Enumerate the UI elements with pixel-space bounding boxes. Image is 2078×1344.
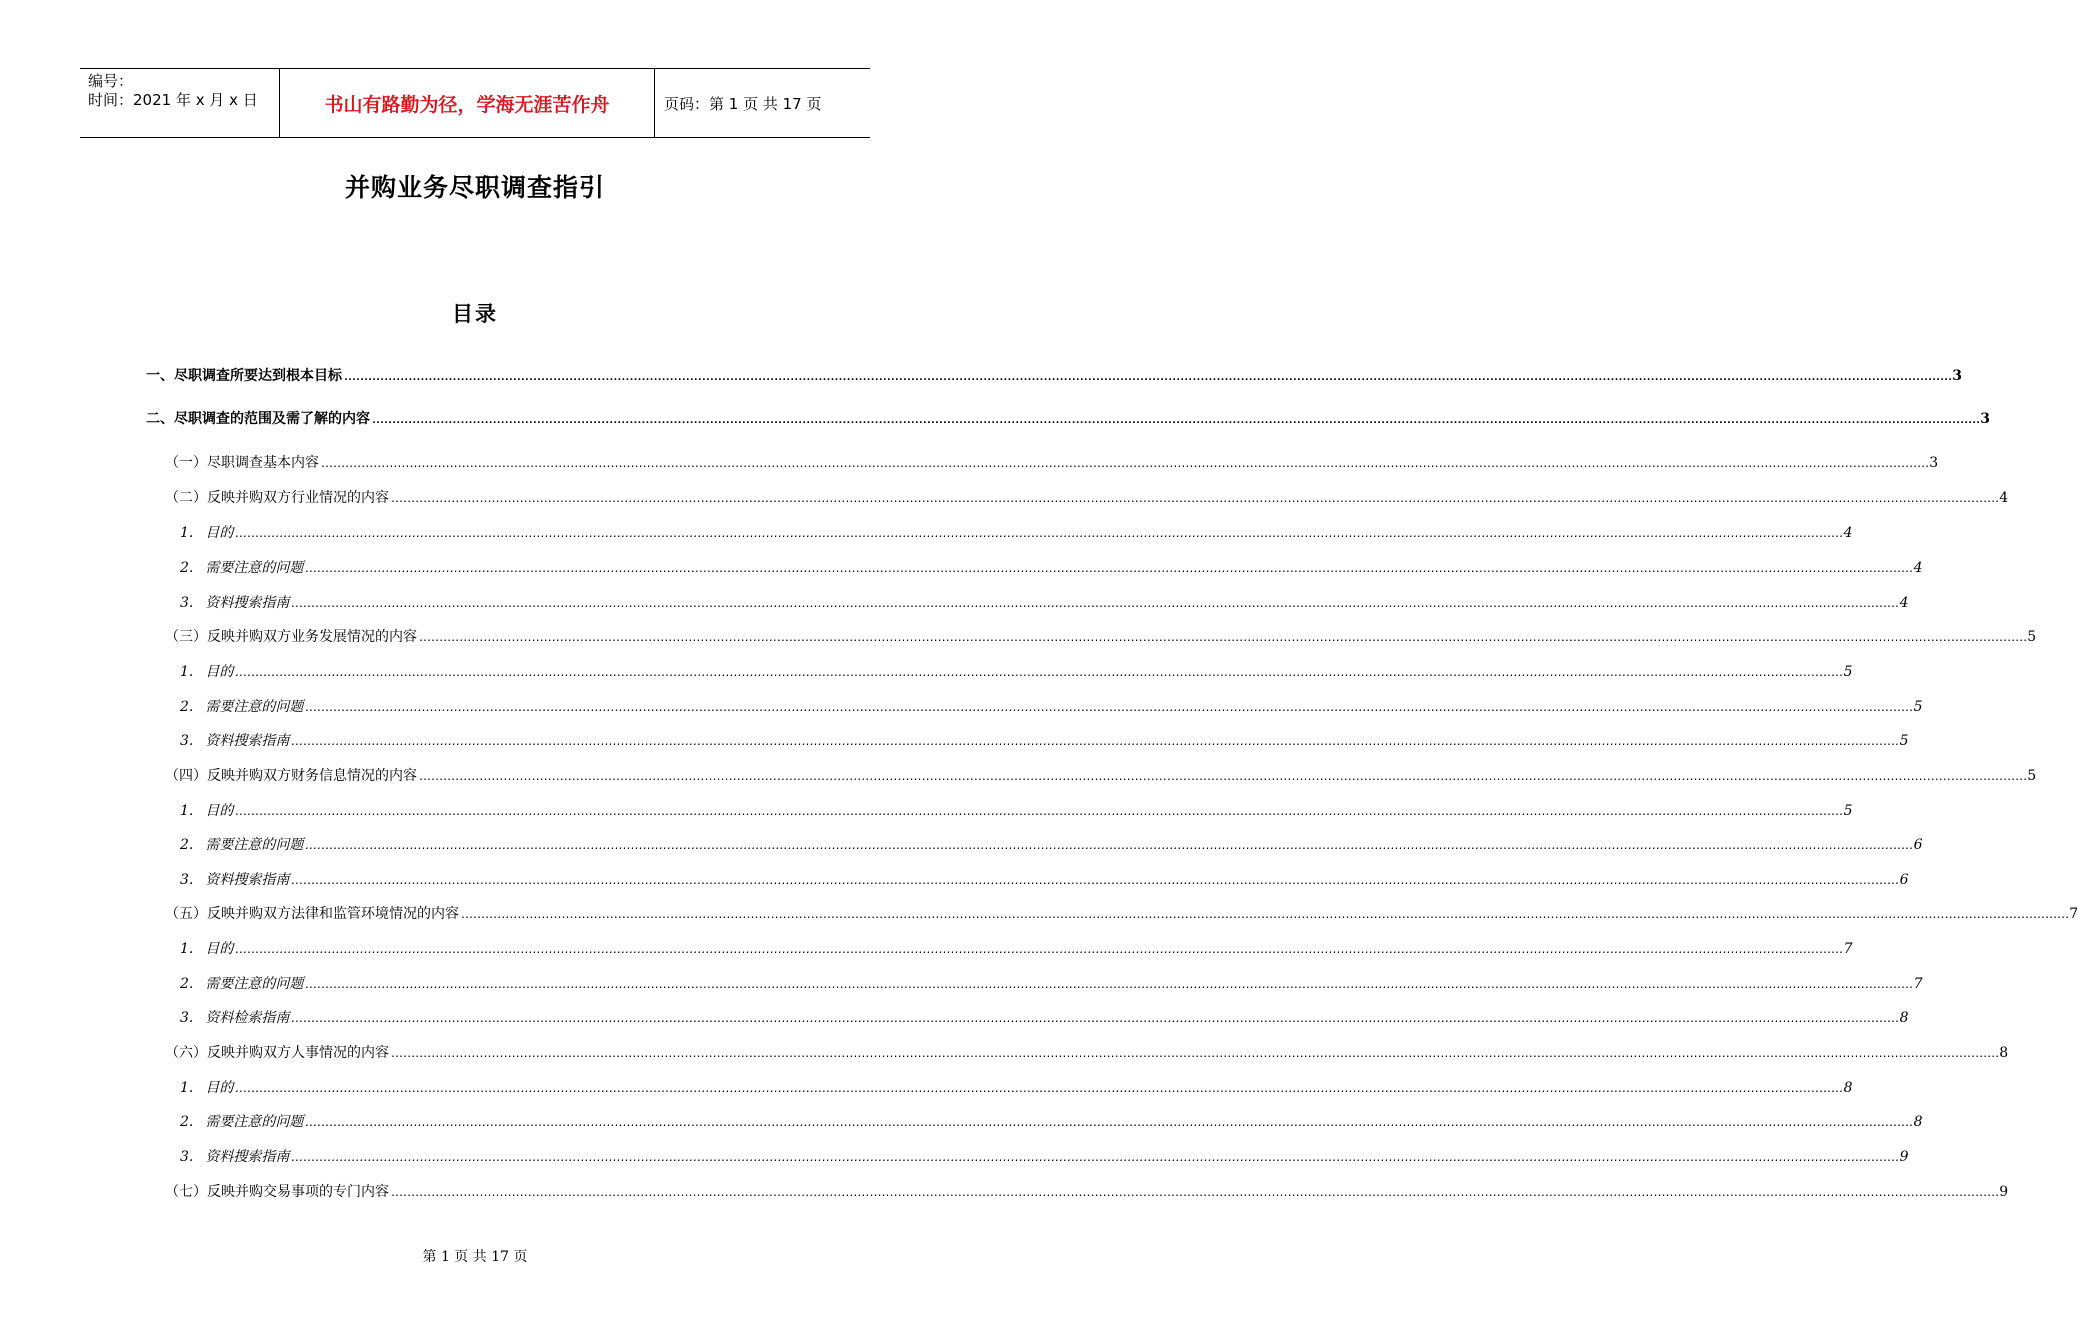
toc-entry-label: 目的: [205, 525, 234, 541]
toc-dot-leader: ................................................................................................................................................................................................................................................................................................................................................................................................................: [390, 494, 1999, 505]
toc-dot-leader: ................................................................................................................................................................................................................................................................................................................................................................................................................: [343, 372, 1952, 383]
toc-entry-page: 4: [1843, 525, 1853, 541]
toc-entry-page: 4: [1899, 595, 1909, 611]
toc-heading: 目录: [452, 301, 498, 326]
toc-dot-leader: ................................................................................................................................................................................................................................................................................................................................................................................................................: [304, 703, 1913, 714]
toc-entry-label: 目的: [205, 941, 234, 957]
toc-entry-page: 6: [1913, 837, 1923, 853]
toc-entry[interactable]: [180, 869, 1909, 891]
toc-dot-leader: ................................................................................................................................................................................................................................................................................................................................................................................................................: [290, 599, 1899, 610]
toc-entry-label: 需要注意的问题: [205, 837, 304, 853]
toc-entry-page: 8: [1913, 1114, 1923, 1130]
toc-entry[interactable]: [180, 1077, 1853, 1099]
toc-dot-leader: ................................................................................................................................................................................................................................................................................................................................................................................................................: [304, 841, 1913, 852]
toc-entry[interactable]: [180, 522, 1853, 544]
toc-dot-leader: ................................................................................................................................................................................................................................................................................................................................................................................................................: [234, 668, 1843, 679]
toc-dot-leader: ................................................................................................................................................................................................................................................................................................................................................................................................................: [390, 1188, 1999, 1199]
toc-dot-leader: ................................................................................................................................................................................................................................................................................................................................................................................................................: [234, 945, 1843, 956]
toc-entry[interactable]: [180, 834, 1923, 856]
toc-entry[interactable]: [180, 730, 1909, 752]
toc-dot-leader: ................................................................................................................................................................................................................................................................................................................................................................................................................: [290, 1153, 1899, 1164]
toc-dot-leader: ................................................................................................................................................................................................................................................................................................................................................................................................................: [460, 910, 2069, 921]
toc-entry-page: 8: [1899, 1010, 1909, 1026]
toc-entry-number: 3.: [180, 733, 194, 749]
toc-entry-label: 需要注意的问题: [205, 560, 304, 576]
toc-entry-number: 1.: [180, 1080, 194, 1096]
toc-dot-leader: ................................................................................................................................................................................................................................................................................................................................................................................................................: [304, 564, 1913, 575]
toc-dot-leader: ................................................................................................................................................................................................................................................................................................................................................................................................................: [234, 807, 1843, 818]
toc-entry-page: 3: [1929, 455, 1939, 471]
toc-entry-label: （四）反映并购双方财务信息情况的内容: [165, 768, 417, 784]
page-header: [80, 68, 870, 138]
toc-entry-page: 4: [1999, 490, 2009, 506]
toc-entry-label: （二）反映并购双方行业情况的内容: [165, 490, 389, 506]
toc-entry-label: 资料搜索指南: [205, 872, 290, 888]
toc-entry[interactable]: [180, 1007, 1909, 1029]
toc-entry[interactable]: [180, 557, 1923, 579]
toc-entry-page: 4: [1913, 560, 1923, 576]
toc-entry-page: 5: [2027, 768, 2037, 784]
toc-entry-page: 5: [2027, 629, 2037, 645]
toc-entry-page: 8: [1843, 1080, 1853, 1096]
toc-entry-label: 资料搜索指南: [205, 595, 290, 611]
toc-entry-number: 3.: [180, 595, 194, 611]
toc-entry[interactable]: [180, 661, 1853, 683]
toc-entry[interactable]: [180, 973, 1923, 995]
toc-entry[interactable]: [180, 696, 1923, 718]
toc-entry-page: 7: [2069, 906, 2078, 922]
toc-entry-page: 7: [1843, 941, 1853, 957]
header-page-info: 页码：第 1 页 共 17 页: [664, 94, 822, 113]
toc-entry[interactable]: [165, 1042, 2009, 1064]
toc-dot-leader: ................................................................................................................................................................................................................................................................................................................................................................................................................: [234, 1084, 1843, 1095]
toc-entry[interactable]: [180, 1146, 1909, 1168]
toc-entry-number: 2.: [180, 1114, 194, 1130]
toc-entry[interactable]: [180, 592, 1909, 614]
toc-entry-page: 3: [1952, 368, 1962, 384]
toc-dot-leader: ................................................................................................................................................................................................................................................................................................................................................................................................................: [418, 772, 2027, 783]
toc-dot-leader: ................................................................................................................................................................................................................................................................................................................................................................................................................: [290, 876, 1899, 887]
toc-entry-label: （三）反映并购双方业务发展情况的内容: [165, 629, 417, 645]
header-meta: [80, 69, 280, 137]
document-title: 并购业务尽职调查指引: [344, 173, 605, 202]
toc-entry[interactable]: [180, 938, 1853, 960]
document-date: 时间：2021 年 x 月 x 日: [88, 91, 258, 109]
toc-entry-page: 8: [1999, 1045, 2009, 1061]
toc-entry[interactable]: [165, 765, 2037, 787]
toc-dot-leader: ................................................................................................................................................................................................................................................................................................................................................................................................................: [304, 1118, 1913, 1129]
toc-entry-page: 3: [1980, 411, 1990, 427]
toc-dot-leader: ................................................................................................................................................................................................................................................................................................................................................................................................................: [304, 980, 1913, 991]
toc-dot-leader: ................................................................................................................................................................................................................................................................................................................................................................................................................: [290, 1014, 1899, 1025]
toc-entry-label: （六）反映并购双方人事情况的内容: [165, 1045, 389, 1061]
toc-entry-label: 二、尽职调查的范围及需了解的内容: [146, 411, 370, 427]
toc-entry-label: （七）反映并购交易事项的专门内容: [165, 1184, 389, 1200]
toc-entry-label: 资料检索指南: [205, 1010, 290, 1026]
toc-entry-label: 资料搜索指南: [205, 1149, 290, 1165]
toc-dot-leader: ................................................................................................................................................................................................................................................................................................................................................................................................................: [371, 415, 1980, 426]
header-motto: 书山有路勤为径，学海无涯苦作舟: [280, 69, 655, 137]
toc-entry-page: 5: [1843, 664, 1853, 680]
toc-entry-number: 3.: [180, 872, 194, 888]
document-number-label: 编号：: [88, 72, 134, 90]
toc-entry[interactable]: [146, 365, 1962, 387]
toc-entry[interactable]: [165, 487, 2009, 509]
toc-entry-page: 7: [1913, 976, 1923, 992]
toc-entry-number: 1.: [180, 803, 194, 819]
toc-entry-number: 2.: [180, 699, 194, 715]
toc-entry[interactable]: [165, 452, 1939, 474]
page-footer: 第 1 页 共 17 页: [422, 1249, 528, 1265]
toc-entry-page: 5: [1913, 699, 1923, 715]
toc-entry-number: 2.: [180, 837, 194, 853]
toc-entry-number: 2.: [180, 560, 194, 576]
toc-entry-label: （一）尽职调查基本内容: [165, 455, 319, 471]
toc-entry[interactable]: [180, 1111, 1923, 1133]
toc-entry-number: 3.: [180, 1010, 194, 1026]
toc-entry[interactable]: [146, 408, 1990, 430]
toc-entry-page: 9: [1999, 1184, 2009, 1200]
toc-entry-page: 9: [1899, 1149, 1909, 1165]
toc-entry-label: 需要注意的问题: [205, 1114, 304, 1130]
toc-entry-label: 目的: [205, 803, 234, 819]
toc-entry-number: 2.: [180, 976, 194, 992]
toc-entry-number: 1.: [180, 941, 194, 957]
toc-dot-leader: ................................................................................................................................................................................................................................................................................................................................................................................................................: [418, 633, 2027, 644]
toc-dot-leader: ................................................................................................................................................................................................................................................................................................................................................................................................................: [390, 1049, 1999, 1060]
toc-entry[interactable]: [165, 626, 2037, 648]
toc-entry-page: 5: [1843, 803, 1853, 819]
toc-entry-page: 6: [1899, 872, 1909, 888]
toc-entry-number: 1.: [180, 525, 194, 541]
toc-entry-number: 3.: [180, 1149, 194, 1165]
toc-entry-label: 资料搜索指南: [205, 733, 290, 749]
toc-entry[interactable]: [165, 1181, 2009, 1203]
toc-entry[interactable]: [180, 800, 1853, 822]
toc-dot-leader: ................................................................................................................................................................................................................................................................................................................................................................................................................: [290, 737, 1899, 748]
toc-entry-page: 5: [1899, 733, 1909, 749]
toc-entry-label: 目的: [205, 1080, 234, 1096]
toc-entry-label: 需要注意的问题: [205, 699, 304, 715]
toc-dot-leader: ................................................................................................................................................................................................................................................................................................................................................................................................................: [234, 529, 1843, 540]
toc-entry-label: （五）反映并购双方法律和监管环境情况的内容: [165, 906, 459, 922]
toc-entry-label: 目的: [205, 664, 234, 680]
toc-entry[interactable]: [165, 903, 2078, 925]
toc-entry-number: 1.: [180, 664, 194, 680]
toc-entry-label: 需要注意的问题: [205, 976, 304, 992]
toc-dot-leader: ................................................................................................................................................................................................................................................................................................................................................................................................................: [320, 459, 1929, 470]
toc-entry-label: 一、尽职调查所要达到根本目标: [146, 368, 342, 384]
